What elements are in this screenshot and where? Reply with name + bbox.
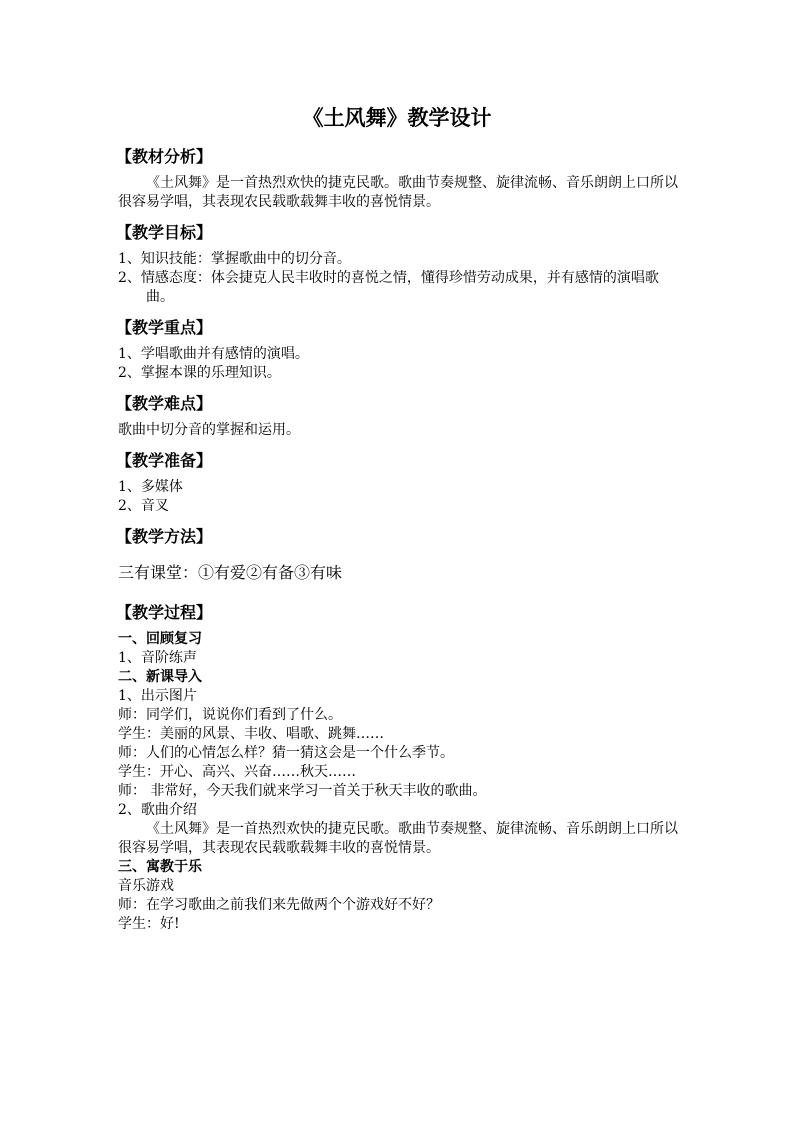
process-part-title: 二、新课导入 (118, 669, 202, 685)
heading-goals: 【教学目标】 (116, 223, 213, 242)
heading-preparation: 【教学准备】 (116, 451, 213, 470)
document-body (118, 146, 678, 934)
process-line: 学生：开心、高兴、兴奋……秋天…… (118, 764, 356, 780)
analysis-text: 《土风舞》是一首热烈欢快的捷克民歌。歌曲节奏规整、旋律流畅、音乐朗朗上口所以很容易学唱，其表现农民载歌载舞丰收的喜悦情景。 (118, 175, 678, 210)
preparation-item: 2、音叉 (118, 498, 169, 514)
heading-method: 【教学方法】 (116, 527, 213, 546)
process-line: 学生：美丽的风景、丰收、唱歌、跳舞…… (118, 726, 384, 742)
song-intro-text: 《土风舞》是一首热烈欢快的捷克民歌。歌曲节奏规整、旋律流畅、音乐朗朗上口所以很容易学唱，其表现农民载歌载舞丰收的喜悦情景。 (118, 821, 678, 856)
process-line: 师：在学习歌曲之前我们来先做两个个游戏好不好？ (118, 897, 440, 913)
process-line: 音乐游戏 (118, 878, 174, 894)
process-line: 师： 非常好，今天我们就来学习一首关于秋天丰收的歌曲。 (118, 783, 487, 799)
process-line: 学生：好! (118, 916, 180, 932)
process-line: 师：人们的心情怎么样？猜一猜这会是一个什么季节。 (118, 745, 454, 761)
process-part-title: 三、寓教于乐 (118, 859, 202, 875)
difficulties-text: 歌曲中切分音的掌握和运用。 (118, 422, 300, 438)
preparation-item: 1、多媒体 (118, 479, 183, 495)
heading-analysis: 【教材分析】 (116, 147, 213, 166)
process-line: 师：同学们，说说你们看到了什么。 (118, 707, 342, 723)
heading-process: 【教学过程】 (116, 603, 213, 622)
heading-key-points: 【教学重点】 (116, 318, 213, 337)
process-line: 1、出示图片 (118, 688, 197, 704)
goal-item: 1、知识技能：掌握歌曲中的切分音。 (118, 251, 351, 267)
heading-difficulties: 【教学难点】 (116, 394, 213, 413)
method-text: 三有课堂：①有爱②有备③有味 (118, 563, 343, 582)
document-title: 《土风舞》教学设计 (302, 105, 492, 130)
key-point-item: 2、掌握本课的乐理知识。 (118, 365, 281, 381)
key-point-item: 1、学唱歌曲并有感情的演唱。 (118, 346, 309, 362)
process-part-title: 一、回顾复习 (118, 631, 202, 647)
process-line: 1、音阶练声 (118, 650, 197, 666)
goal-item: 2、情感态度：体会捷克人民丰收时的喜悦之情，懂得珍惜劳动成果，并有感情的演唱歌曲。 (118, 270, 659, 305)
process-line: 2、歌曲介绍 (118, 802, 197, 818)
